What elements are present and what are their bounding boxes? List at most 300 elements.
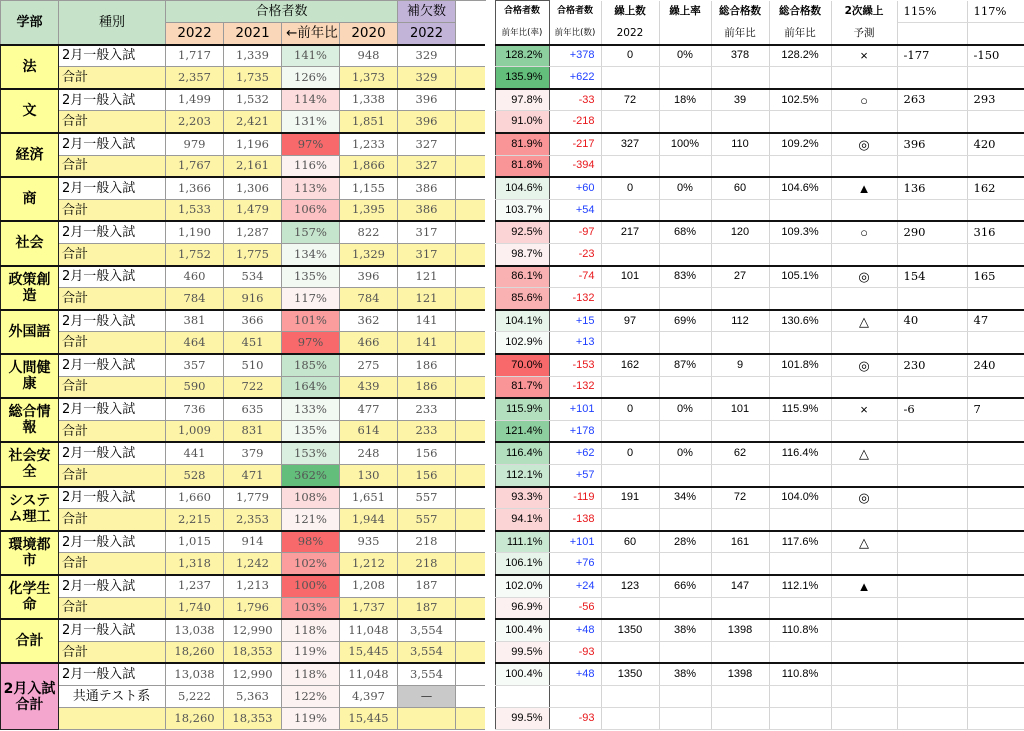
diff-cell: +48: [549, 619, 601, 641]
total-ratio: 110.8%: [769, 619, 831, 641]
projection-115: 154: [897, 266, 967, 288]
rheader-rate: 合格者数: [495, 1, 549, 23]
projection-115: [897, 575, 967, 597]
total-passers: 112: [711, 310, 769, 332]
supplementary: 557: [398, 487, 456, 509]
prediction-mark: ×: [831, 45, 897, 67]
faculty-name: 環境都市: [1, 531, 59, 575]
value-2021: 18,353: [224, 708, 282, 730]
faculty-total-row: [1, 67, 486, 89]
yoy-ratio: 103%: [282, 597, 340, 619]
value-2021: 5,363: [224, 685, 282, 707]
faculty-name: 政策創造: [1, 266, 59, 310]
rate-cell: 92.5%: [495, 221, 549, 243]
faculty-total-row: [1, 376, 486, 398]
prediction-mark: ◎: [831, 266, 897, 288]
rheader-diff: 合格者数: [549, 1, 601, 23]
prediction-mark: ○: [831, 89, 897, 111]
supplementary: 156: [398, 464, 456, 486]
supplementary: 386: [398, 199, 456, 221]
projection-115: -177: [897, 45, 967, 67]
kuriage-rate: 0%: [659, 177, 711, 199]
header-type: 種別: [59, 1, 166, 45]
total-passers: 110: [711, 133, 769, 155]
diff-cell: +101: [549, 398, 601, 420]
diff-cell: +178: [549, 420, 601, 442]
row-type: 2月一般入試: [59, 354, 166, 376]
diff-cell: -56: [549, 597, 601, 619]
value-2020: 1,155: [340, 177, 398, 199]
total-passers: 378: [711, 45, 769, 67]
header-year-2020: 2020: [340, 23, 398, 45]
value-2022: 460: [166, 266, 224, 288]
kuriage-rate: 68%: [659, 221, 711, 243]
yoy-ratio: 106%: [282, 199, 340, 221]
diff-cell: [549, 685, 601, 707]
diff-cell: -74: [549, 266, 601, 288]
projection-115: 263: [897, 89, 967, 111]
value-2020: 439: [340, 376, 398, 398]
value-2022: 5,222: [166, 685, 224, 707]
value-2020: 822: [340, 221, 398, 243]
value-2022: 1,717: [166, 45, 224, 67]
value-2021: 635: [224, 398, 282, 420]
value-2021: 722: [224, 376, 282, 398]
value-2020: 1,212: [340, 553, 398, 575]
value-2020: 362: [340, 310, 398, 332]
row-type: 合計: [59, 332, 166, 354]
row-type: 2月一般入試: [59, 575, 166, 597]
kuriage-rate: 28%: [659, 531, 711, 553]
total-ratio: 105.1%: [769, 266, 831, 288]
row-type: 合計: [59, 597, 166, 619]
projection-117: [967, 487, 1024, 509]
total-passers: 39: [711, 89, 769, 111]
projection-115: [897, 487, 967, 509]
final-name: 2月入試合計: [1, 663, 59, 729]
yoy-ratio: 102%: [282, 553, 340, 575]
total-ratio: 128.2%: [769, 45, 831, 67]
value-2020: 935: [340, 531, 398, 553]
kuriage-rate: 0%: [659, 442, 711, 464]
total-ratio: 117.6%: [769, 531, 831, 553]
yoy-ratio: 113%: [282, 177, 340, 199]
value-2020: 466: [340, 332, 398, 354]
faculty-row: [1, 442, 486, 464]
value-2021: 1,775: [224, 244, 282, 266]
prediction-mark: ○: [831, 221, 897, 243]
kuriage-count: 162: [601, 354, 659, 376]
faculty-total-row: [1, 111, 486, 133]
rheader-total: 総合格数: [711, 1, 769, 23]
value-2022: 1,190: [166, 221, 224, 243]
value-2022: 1,237: [166, 575, 224, 597]
supplementary: 186: [398, 376, 456, 398]
value-2020: 1,208: [340, 575, 398, 597]
faculty-row: [1, 133, 486, 155]
faculty-name: 法: [1, 45, 59, 89]
row-type: 合計: [59, 509, 166, 531]
kuriage-rate: 100%: [659, 133, 711, 155]
supplementary: 187: [398, 597, 456, 619]
total-passers: 101: [711, 398, 769, 420]
rheader-second-round: 2次繰上: [831, 1, 897, 23]
diff-cell: -93: [549, 641, 601, 663]
rate-cell: 102.9%: [495, 332, 549, 354]
yoy-ratio: 131%: [282, 111, 340, 133]
row-type: 合計: [59, 376, 166, 398]
value-2022: 1,009: [166, 420, 224, 442]
value-2022: 441: [166, 442, 224, 464]
value-2022: 18,260: [166, 641, 224, 663]
kuriage-count: 101: [601, 266, 659, 288]
rheader-total2: 総合格数: [769, 1, 831, 23]
value-2022: 1,533: [166, 199, 224, 221]
total-ratio: 112.1%: [769, 575, 831, 597]
value-2022: 784: [166, 288, 224, 310]
total-passers: 1398: [711, 619, 769, 641]
total-ratio: 116.4%: [769, 442, 831, 464]
row-type: 2月一般入試: [59, 89, 166, 111]
rheader-total-sub: 前年比: [711, 23, 769, 45]
row-type: 2月一般入試: [59, 398, 166, 420]
value-2020: 275: [340, 354, 398, 376]
value-2020: 4,397: [340, 685, 398, 707]
diff-cell: -119: [549, 487, 601, 509]
value-2020: 948: [340, 45, 398, 67]
faculty-total-row: [1, 332, 486, 354]
row-type: 合計: [59, 288, 166, 310]
yoy-ratio: 362%: [282, 464, 340, 486]
projection-115: -6: [897, 398, 967, 420]
supplementary: 3,554: [398, 641, 456, 663]
supplementary: 396: [398, 111, 456, 133]
diff-cell: -217: [549, 133, 601, 155]
prediction-mark: ◎: [831, 354, 897, 376]
rate-cell: 112.1%: [495, 464, 549, 486]
faculty-total-row: [1, 288, 486, 310]
value-2022: 1,318: [166, 553, 224, 575]
faculty-name: 総合情報: [1, 398, 59, 442]
rate-cell: 91.0%: [495, 111, 549, 133]
faculty-row: [1, 619, 486, 641]
header-supplementary: 補欠数: [398, 1, 456, 23]
row-type: 2月一般入試: [59, 531, 166, 553]
total-passers: 120: [711, 221, 769, 243]
projection-115: 40: [897, 310, 967, 332]
rheader-second-round-sub: 予測: [831, 23, 897, 45]
supplementary: 141: [398, 332, 456, 354]
value-2021: 1,287: [224, 221, 282, 243]
faculty-row: [1, 89, 486, 111]
value-2021: 12,990: [224, 663, 282, 685]
faculty-total-row: [1, 641, 486, 663]
kuriage-rate: 18%: [659, 89, 711, 111]
total-passers: 147: [711, 575, 769, 597]
rheader-total2-sub: 前年比: [769, 23, 831, 45]
value-2021: 831: [224, 420, 282, 442]
header-year-2021: 2021: [224, 23, 282, 45]
value-2022: 381: [166, 310, 224, 332]
projection-117: [967, 531, 1024, 553]
faculty-total-row: [1, 155, 486, 177]
yoy-ratio: 122%: [282, 685, 340, 707]
rate-cell: 100.4%: [495, 663, 549, 685]
faculty-name: 合計: [1, 619, 59, 663]
yoy-ratio: 135%: [282, 266, 340, 288]
diff-cell: +62: [549, 442, 601, 464]
value-2022: 357: [166, 354, 224, 376]
diff-cell: +15: [549, 310, 601, 332]
yoy-ratio: 126%: [282, 67, 340, 89]
row-type: 2月一般入試: [59, 266, 166, 288]
supplementary: 187: [398, 575, 456, 597]
value-2021: 1,796: [224, 597, 282, 619]
value-2020: 1,866: [340, 155, 398, 177]
projection-115: [897, 619, 967, 641]
total-ratio: 115.9%: [769, 398, 831, 420]
total-ratio: 101.8%: [769, 354, 831, 376]
total-ratio: 130.6%: [769, 310, 831, 332]
projection-115: [897, 531, 967, 553]
kuriage-rate: 0%: [659, 45, 711, 67]
diff-cell: -97: [549, 221, 601, 243]
yoy-ratio: 185%: [282, 354, 340, 376]
value-2021: 914: [224, 531, 282, 553]
value-2021: 1,196: [224, 133, 282, 155]
prediction-mark: ▲: [831, 177, 897, 199]
value-2020: 1,329: [340, 244, 398, 266]
value-2021: 1,735: [224, 67, 282, 89]
yoy-ratio: 114%: [282, 89, 340, 111]
supplementary: 386: [398, 177, 456, 199]
prediction-mark: ◎: [831, 487, 897, 509]
rate-cell: 93.3%: [495, 487, 549, 509]
supplementary: [398, 708, 456, 730]
projection-115: 290: [897, 221, 967, 243]
faculty-row: [1, 266, 486, 288]
projection-117: -150: [967, 45, 1024, 67]
value-2020: 1,338: [340, 89, 398, 111]
kuriage-rate: 83%: [659, 266, 711, 288]
diff-cell: -132: [549, 376, 601, 398]
row-type: 2月一般入試: [59, 133, 166, 155]
rheader-diff-sub: 前年比(数): [549, 23, 601, 45]
faculty-row: [1, 310, 486, 332]
faculty-name: 化学生命: [1, 575, 59, 619]
header-faculty: 学部: [1, 1, 59, 45]
kuriage-count: 60: [601, 531, 659, 553]
prediction-mark: △: [831, 531, 897, 553]
rate-cell: 135.9%: [495, 67, 549, 89]
rheader-kuriage-sub: 2022: [601, 23, 659, 45]
value-2022: 13,038: [166, 619, 224, 641]
row-type: 合計: [59, 420, 166, 442]
kuriage-count: 0: [601, 442, 659, 464]
yoy-ratio: 164%: [282, 376, 340, 398]
total-passers: 60: [711, 177, 769, 199]
projection-117: 47: [967, 310, 1024, 332]
supplementary: 329: [398, 45, 456, 67]
rate-cell: 115.9%: [495, 398, 549, 420]
value-2020: 1,233: [340, 133, 398, 155]
diff-cell: +76: [549, 553, 601, 575]
row-type: [59, 708, 166, 730]
diff-cell: +57: [549, 464, 601, 486]
rheader-115: 115%: [897, 1, 967, 23]
rate-cell: 81.8%: [495, 155, 549, 177]
diff-cell: -218: [549, 111, 601, 133]
projection-117: 165: [967, 266, 1024, 288]
value-2022: 1,740: [166, 597, 224, 619]
rate-cell: 104.1%: [495, 310, 549, 332]
total-ratio: 109.3%: [769, 221, 831, 243]
projection-117: 240: [967, 354, 1024, 376]
value-2020: 130: [340, 464, 398, 486]
diff-cell: +622: [549, 67, 601, 89]
rate-cell: 106.1%: [495, 553, 549, 575]
rate-cell: 94.1%: [495, 509, 549, 531]
projection-117: [967, 575, 1024, 597]
row-type: 2月一般入試: [59, 221, 166, 243]
faculty-name: 社会: [1, 221, 59, 265]
value-2022: 2,203: [166, 111, 224, 133]
value-2022: 736: [166, 398, 224, 420]
total-passers: 9: [711, 354, 769, 376]
rate-cell: 116.4%: [495, 442, 549, 464]
diff-cell: +24: [549, 575, 601, 597]
supplementary: 156: [398, 442, 456, 464]
diff-cell: +101: [549, 531, 601, 553]
admissions-table: [0, 0, 486, 730]
total-passers: 27: [711, 266, 769, 288]
value-2021: 1,306: [224, 177, 282, 199]
kuriage-rate: 38%: [659, 619, 711, 641]
rheader-rate-sub: 前年比(率): [495, 23, 549, 45]
final-row: [1, 685, 486, 707]
faculty-row: [1, 45, 486, 67]
value-2022: 1,015: [166, 531, 224, 553]
rate-cell: 102.0%: [495, 575, 549, 597]
value-2021: 534: [224, 266, 282, 288]
faculty-total-row: [1, 464, 486, 486]
kuriage-count: 72: [601, 89, 659, 111]
rate-cell: 86.1%: [495, 266, 549, 288]
row-type: 2月一般入試: [59, 177, 166, 199]
projection-117: [967, 442, 1024, 464]
header-passers: 合格者数: [166, 1, 398, 23]
value-2020: 784: [340, 288, 398, 310]
yoy-ratio: 98%: [282, 531, 340, 553]
rate-cell: [495, 685, 549, 707]
prediction-mark: ▲: [831, 575, 897, 597]
faculty-name: 経済: [1, 133, 59, 177]
supplementary: 218: [398, 531, 456, 553]
rheader-kuriage: 繰上数: [601, 1, 659, 23]
value-2021: 1,532: [224, 89, 282, 111]
faculty-row: [1, 398, 486, 420]
rate-cell: 96.9%: [495, 597, 549, 619]
total-passers: 1398: [711, 663, 769, 685]
prediction-mark: △: [831, 310, 897, 332]
yoy-ratio: 118%: [282, 663, 340, 685]
value-2020: 1,395: [340, 199, 398, 221]
supplementary: 317: [398, 244, 456, 266]
rate-cell: 97.8%: [495, 89, 549, 111]
yoy-ratio: 97%: [282, 332, 340, 354]
value-2021: 2,421: [224, 111, 282, 133]
rheader-117: 117%: [967, 1, 1024, 23]
projection-115: 230: [897, 354, 967, 376]
value-2020: 11,048: [340, 663, 398, 685]
value-2021: 2,353: [224, 509, 282, 531]
kuriage-rate: 38%: [659, 663, 711, 685]
kuriage-rate: 34%: [659, 487, 711, 509]
kuriage-count: 0: [601, 398, 659, 420]
value-2020: 1,651: [340, 487, 398, 509]
faculty-row: [1, 487, 486, 509]
rate-cell: 111.1%: [495, 531, 549, 553]
faculty-name: 外国語: [1, 310, 59, 354]
diff-cell: -23: [549, 244, 601, 266]
supplementary: 327: [398, 155, 456, 177]
total-ratio: 104.6%: [769, 177, 831, 199]
yoy-ratio: 133%: [282, 398, 340, 420]
prediction-mark: ×: [831, 398, 897, 420]
faculty-row: [1, 575, 486, 597]
supplementary: 141: [398, 310, 456, 332]
value-2020: 396: [340, 266, 398, 288]
value-2020: 477: [340, 398, 398, 420]
kuriage-rate: 87%: [659, 354, 711, 376]
row-type: 合計: [59, 67, 166, 89]
supplementary: 218: [398, 553, 456, 575]
supplementary: —: [398, 685, 456, 707]
rheader-kurate: 繰上率: [659, 1, 711, 23]
final-row: [1, 663, 486, 685]
rate-cell: 70.0%: [495, 354, 549, 376]
value-2021: 2,161: [224, 155, 282, 177]
value-2020: 1,373: [340, 67, 398, 89]
kuriage-count: 191: [601, 487, 659, 509]
projection-115: [897, 442, 967, 464]
value-2021: 18,353: [224, 641, 282, 663]
row-type: 共通テスト系: [59, 685, 166, 707]
value-2022: 528: [166, 464, 224, 486]
yoy-ratio: 153%: [282, 442, 340, 464]
total-ratio: 109.2%: [769, 133, 831, 155]
projection-117: [967, 619, 1024, 641]
value-2021: 1,779: [224, 487, 282, 509]
yoy-ratio: 157%: [282, 221, 340, 243]
row-type: 2月一般入試: [59, 487, 166, 509]
row-type: 合計: [59, 244, 166, 266]
value-2021: 510: [224, 354, 282, 376]
row-type: 2月一般入試: [59, 619, 166, 641]
projection-115: 136: [897, 177, 967, 199]
row-type: 2月一般入試: [59, 663, 166, 685]
value-2020: 1,851: [340, 111, 398, 133]
faculty-row: [1, 177, 486, 199]
value-2021: 12,990: [224, 619, 282, 641]
value-2021: 1,479: [224, 199, 282, 221]
diff-cell: +60: [549, 177, 601, 199]
prediction-mark: △: [831, 442, 897, 464]
value-2021: 379: [224, 442, 282, 464]
value-2022: 1,752: [166, 244, 224, 266]
row-type: 合計: [59, 155, 166, 177]
diff-cell: -153: [549, 354, 601, 376]
